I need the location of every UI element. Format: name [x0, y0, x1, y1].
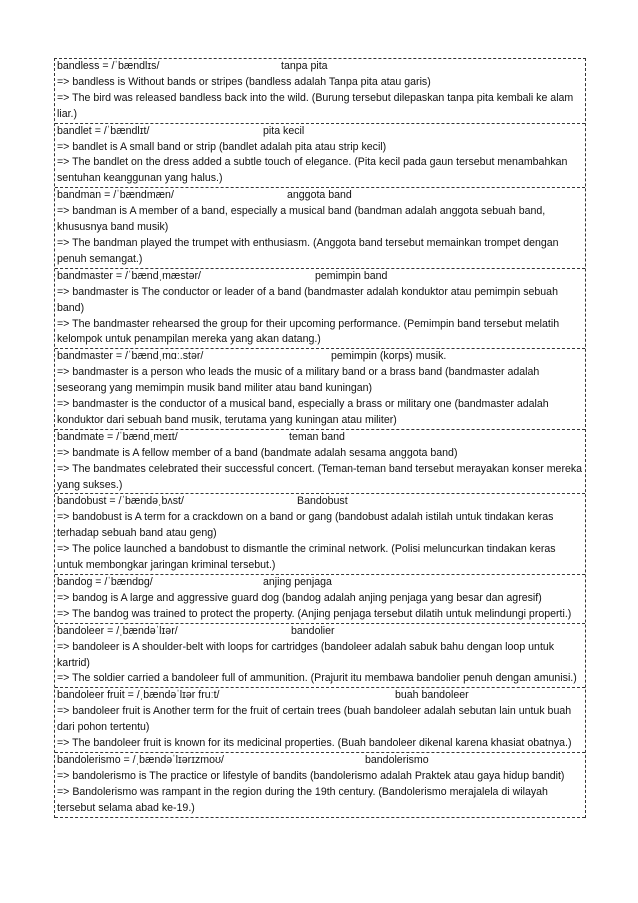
definition: => bandoleer fruit is Another term for the fruit of certain trees (buah bandoleer adalah sebutan lain untuk buah dari pohon tertentu): [57, 705, 572, 734]
translation: bandolier: [291, 624, 335, 637]
word-pronunciation: bandman = /ˈbændmæn/: [57, 189, 174, 202]
entry-bandman: [55, 188, 585, 269]
definition: => bandmate is A fellow member of a band (bandmate adalah sesama anggota band): [57, 446, 458, 459]
definition: => bandog is A large and aggressive guard dog (bandog adalah anjing penjaga yang besar dan agresif): [57, 591, 542, 604]
example: => The bandmates celebrated their successful concert. (Teman-teman band tersebut merayakan konser mereka yang sukses.): [57, 462, 583, 491]
example: => The bandman played the trumpet with enthusiasm. (Anggota band tersebut memainkan trompet dengan penuh semangat.): [57, 236, 559, 265]
example: => The bandmaster rehearsed the group for their upcoming performance. (Pemimpin band tersebut melatih kelompok untuk penampilan mereka yang akan datang.): [57, 317, 560, 346]
example: => The bandoleer fruit is known for its medicinal properties. (Buah bandoleer dikenal karena khasiat obatnya.): [57, 737, 572, 750]
example: => The soldier carried a bandoleer full of ammunition. (Prajurit itu membawa bandolier penuh dengan amunisi.): [57, 672, 577, 685]
word-pronunciation: bandless = /ˈbændlɪs/: [57, 60, 160, 72]
translation: buah bandoleer: [395, 689, 469, 702]
translation: anjing penjaga: [263, 576, 332, 588]
translation: Bandobust: [297, 495, 348, 508]
definition: => bandmaster is a person who leads the music of a military band or a brass band (bandmaster adalah seseorang yang memimpin musik band militer atau band kuningan): [57, 366, 540, 395]
definition: => bandobust is A term for a crackdown on a band or gang (bandobust adalah istilah untuk tindakan keras terhadap sebuah band atau geng): [57, 511, 554, 540]
definition: => bandoleer is A shoulder-belt with loops for cartridges (bandoleer adalah sabuk bahu dengan loop untuk kartrid): [57, 640, 555, 669]
example: => The bandlet on the dress added a subtle touch of elegance. (Pita kecil pada gaun tersebut menambahkan sentuhan keanggunan yang halus.): [57, 156, 568, 185]
entry-header: [57, 59, 583, 75]
translation: tanpa pita: [281, 60, 328, 72]
word-pronunciation: bandmate = /ˈbændˌmeɪt/: [57, 430, 178, 443]
word-pronunciation: bandoleer = /ˌbændəˈlɪər/: [57, 624, 178, 637]
word-pronunciation: bandmaster = /ˈbændˌmæstər/: [57, 269, 201, 282]
entry-header: [57, 188, 583, 204]
entry-header: [57, 269, 583, 285]
entry-bandobust: [55, 494, 585, 575]
entry-bandog: [55, 575, 585, 624]
entry-bandless: [55, 59, 585, 124]
entry-bandmaster: [55, 269, 585, 350]
translation: bandolerismo: [365, 753, 429, 766]
entry-bandolerismo: [55, 753, 585, 818]
example: => The police launched a bandobust to dismantle the criminal network. (Polisi meluncurkan tindakan keras untuk membongkar jaringan kriminal tersebut.): [57, 543, 556, 572]
example: => The bandog was trained to protect the property. (Anjing penjaga tersebut dilatih untuk melindungi properti.): [57, 607, 572, 620]
word-pronunciation: bandlet = /ˈbændlɪt/: [57, 124, 150, 137]
word-pronunciation: bandmaster = /ˈbændˌmɑː.stər/: [57, 350, 204, 363]
example: => Bandolerismo was rampant in the region during the 19th century. (Bandolerismo merajalela di wilayah tersebut selama abad ke-19.): [57, 785, 548, 814]
translation: teman band: [289, 430, 345, 443]
entry-bandlet: [55, 124, 585, 189]
word-pronunciation: bandoleer fruit = /ˌbændəˈlɪər fruːt/: [57, 689, 220, 702]
definition: => bandless is Without bands or stripes (bandless adalah Tanpa pita atau garis): [57, 75, 431, 88]
word-pronunciation: bandolerismo = /ˌbændəˈlɪərɪzmoʊ/: [57, 753, 224, 766]
entry-header: [57, 753, 583, 769]
entry-header: [57, 349, 583, 365]
definition: => bandlet is A small band or strip (bandlet adalah pita atau strip kecil): [57, 140, 387, 153]
entry-header: [57, 494, 583, 510]
entry-bandmaster-2: [55, 349, 585, 430]
example: => bandmaster is the conductor of a musical band, especially a brass or military one (bandmaster adalah konduktor dari sebuah band musik, terutama yang kuningan atau militer): [57, 398, 549, 426]
translation: pita kecil: [263, 124, 305, 137]
definition: => bandman is A member of a band, especially a musical band (bandman adalah anggota sebuah band, khususnya band musik): [57, 205, 546, 234]
translation: pemimpin (korps) musik.: [331, 350, 447, 363]
entry-bandoleer: [55, 624, 585, 689]
entry-bandmate: [55, 430, 585, 495]
entry-bandoleer-fruit: [55, 688, 585, 753]
example: => The bird was released bandless back into the wild. (Burung tersebut dilepaskan tanpa pita kembali ke alam liar.): [57, 91, 574, 120]
translation: anggota band: [287, 189, 352, 202]
entry-header: [57, 430, 583, 446]
definition: => bandolerismo is The practice or lifestyle of bandits (bandolerismo adalah Praktek atau gaya hidup bandit): [57, 769, 565, 782]
entry-header: [57, 575, 583, 591]
dictionary-table: [54, 58, 586, 818]
word-pronunciation: bandog = /ˈbændɒɡ/: [57, 576, 153, 588]
definition: => bandmaster is The conductor or leader of a band (bandmaster adalah konduktor atau pemimpin sebuah band): [57, 285, 558, 314]
entry-header: [57, 624, 583, 640]
entry-header: [57, 124, 583, 140]
word-pronunciation: bandobust = /ˈbændəˌbʌst/: [57, 495, 184, 508]
entry-header: [57, 688, 583, 704]
translation: pemimpin band: [315, 269, 388, 282]
